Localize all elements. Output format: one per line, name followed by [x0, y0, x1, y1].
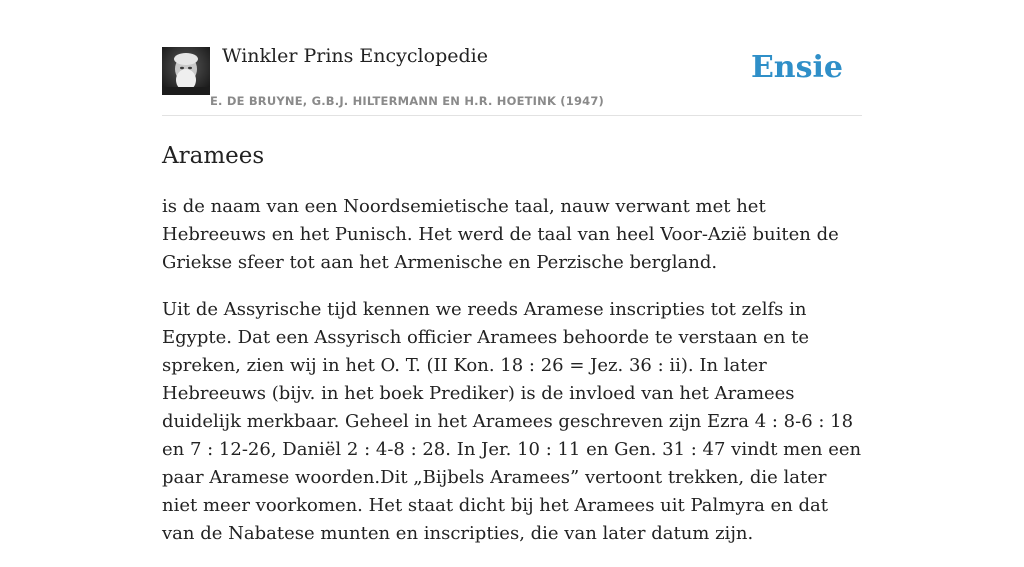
article-title: Aramees: [162, 143, 265, 169]
portrait-icon: [162, 47, 210, 95]
source-header: [162, 0, 862, 116]
book-title[interactable]: Winkler Prins Encyclopedie: [222, 45, 488, 67]
content-container: [162, 0, 862, 567]
article-paragraph: is de naam van een Noordsemietische taal, nauw verwant met het Hebreeuws en het Punisch. Het werd de taal van heel Voor-Azië buiten de Griekse sfeer tot aan het Armenische en Perzische bergland.: [162, 196, 839, 273]
author-avatar[interactable]: [162, 47, 210, 95]
book-authors: E. DE BRUYNE, G.B.J. HILTERMANN EN H.R. HOETINK (1947): [210, 94, 605, 108]
article-paragraph: Uit de Assyrische tijd kennen we reeds Aramese inscripties tot zelfs in Egypte. Dat een Assyrisch officier Aramees behoorde te verstaan en te spreken, zien wij in het O. T. (II Kon. 18 : 26 = Jez. 36 : ii). In later Hebreeuws (bijv. in het boek Prediker) is de invloed van het Aramees duidelijk merkbaar. Geheel in het Aramees geschreven zijn Ezra 4 : 8-6 : 18 en 7 : 12-26, Daniël 2 : 4-8 : 28. In Jer. 10 : 11 en Gen. 31 : 47 vindt men een paar Aramese woorden.Dit „Bijbels Aramees” vertoont trekken, die later niet meer voorkomen. Het staat dicht bij het Aramees uit Palmyra en dat van de Nabatese munten en inscripties, die van later datum zijn.: [162, 299, 862, 544]
brand-logo[interactable]: Ensie: [750, 50, 843, 85]
article-body: [162, 193, 862, 548]
